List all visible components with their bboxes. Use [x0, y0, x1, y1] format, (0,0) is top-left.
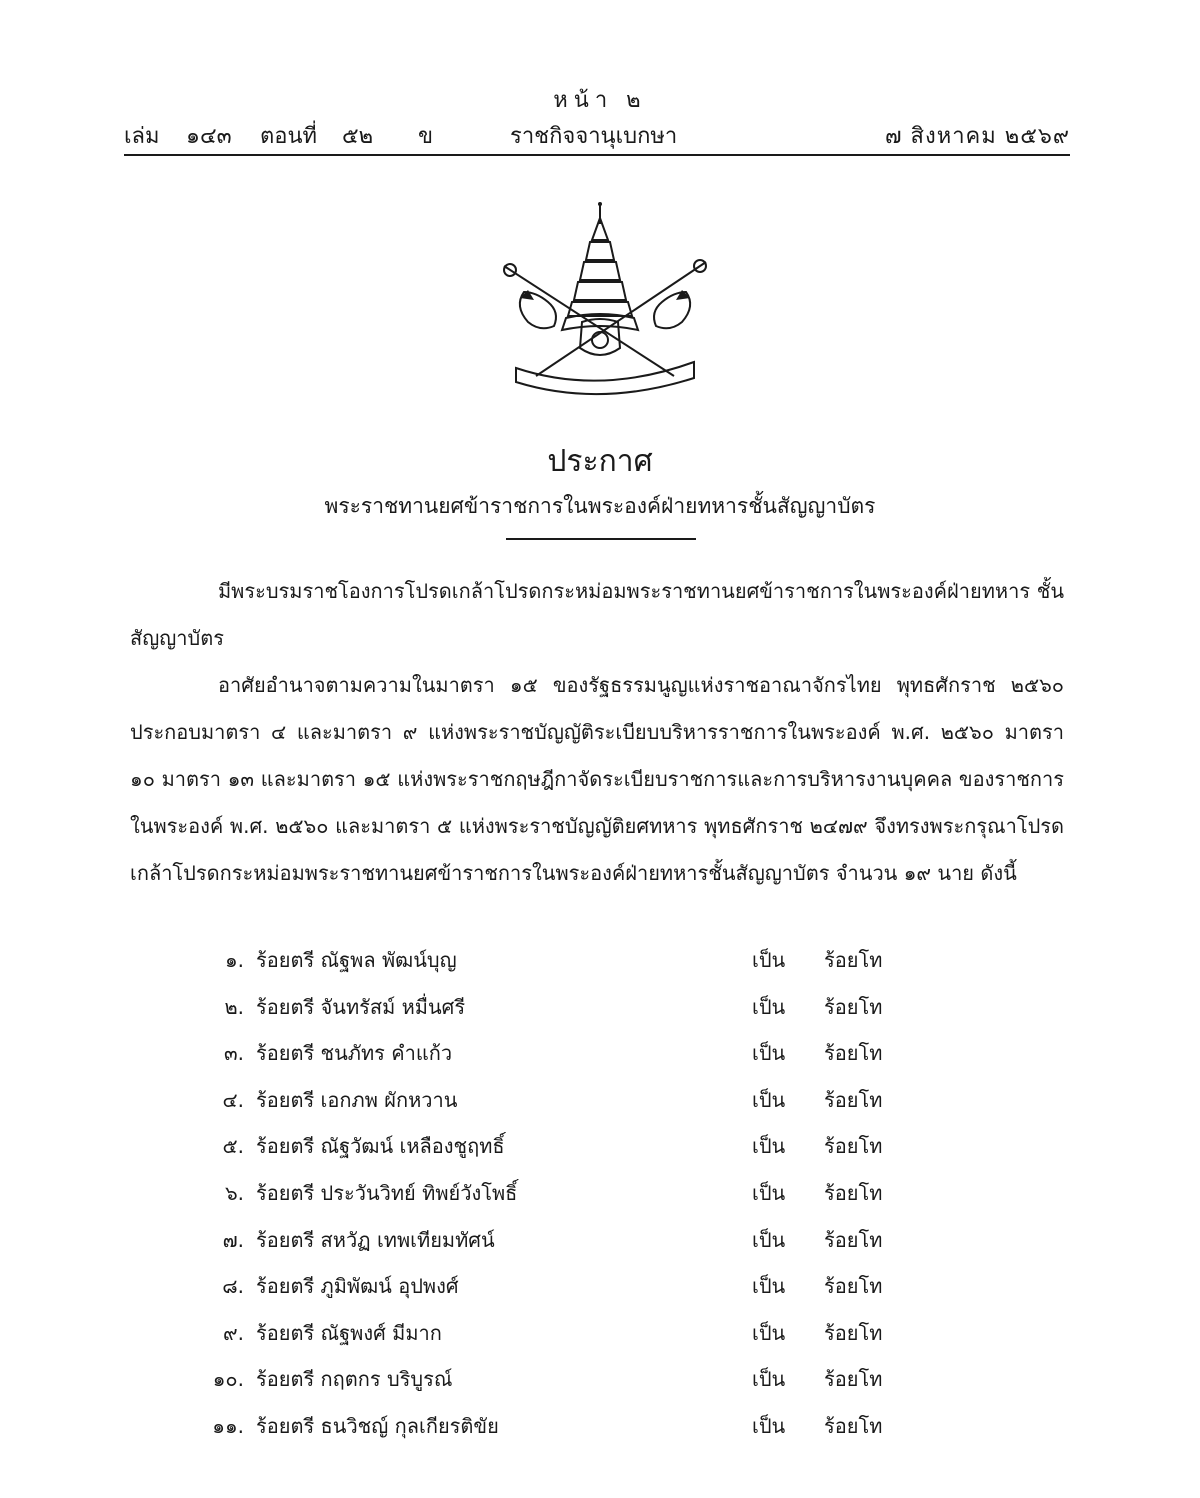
item-number: ๗. — [222, 1227, 244, 1252]
gazette-name: ราชกิจจานุเบกษา — [510, 124, 678, 149]
item-verb: เป็น — [752, 1413, 786, 1438]
volume-number: ๑๔๓ — [186, 124, 232, 149]
item-name: ร้อยตรี จันทรัสม์ หมื่นศรี — [256, 994, 466, 1019]
item-number: ๕. — [222, 1134, 244, 1159]
item-new-rank: ร้อยโท — [824, 1227, 883, 1252]
item-number: ๖. — [224, 1180, 244, 1205]
list-item — [0, 940, 1200, 987]
publication-date: ๗ สิงหาคม ๒๕๖๙ — [884, 124, 1070, 149]
item-name: ร้อยตรี ชนภัทร คำแก้ว — [256, 1041, 453, 1066]
item-number: ๓. — [223, 1041, 244, 1066]
list-item — [0, 1126, 1200, 1173]
list-item — [0, 1033, 1200, 1080]
item-verb: เป็น — [752, 994, 786, 1019]
list-item — [0, 1173, 1200, 1220]
list-item — [0, 1359, 1200, 1406]
item-number: ๑๐. — [212, 1367, 244, 1392]
list-item — [0, 1406, 1200, 1453]
paragraph-authority: อาศัยอำนาจตามความในมาตรา ๑๕ ของรัฐธรรมนูญแห่งราชอาณาจักรไทย พุทธศักราช ๒๕๖๐ ประกอบมาตรา ๔ และมาตรา ๙ แห่งพระราชบัญญัติระเบียบบริหารราชการในพระองค์ พ.ศ. ๒๕๖๐ มาตรา ๑๐ มาตรา ๑๓ และมาตรา ๑๕ แห่งพระราชกฤษฎีกาจัดระเบียบราชการและการบริหารงานบุคคล ของราชการในพระองค์ พ.ศ. ๒๕๖๐ และมาตรา ๕ แห่งพระราชบัญญัติยศทหาร พุทธศักราช ๒๔๗๙ จึงทรงพระกรุณาโปรดเกล้าโปรดกระหม่อมพระราชทานยศข้าราชการในพระองค์ฝ่ายทหารชั้นสัญญาบัตร จำนวน ๑๙ นาย ดังนี้ — [130, 673, 1064, 885]
item-name: ร้อยตรี ธนวิชญ์ กุลเกียรติขัย — [256, 1413, 499, 1438]
item-number: ๒. — [224, 994, 244, 1019]
item-new-rank: ร้อยโท — [824, 1274, 883, 1299]
section-letter: ข — [418, 124, 434, 149]
item-verb: เป็น — [752, 1041, 786, 1066]
volume-label: เล่ม — [124, 124, 160, 149]
item-verb: เป็น — [752, 1274, 786, 1299]
item-verb: เป็น — [752, 1367, 786, 1392]
item-name: ร้อยตรี กฤตกร บริบูรณ์ — [256, 1367, 453, 1392]
issue-number: ๕๒ — [342, 124, 374, 149]
item-name: ร้อยตรี ณัฐวัฒน์ เหลืองชูฤทธิ์ — [256, 1134, 505, 1159]
item-new-rank: ร้อยโท — [824, 948, 883, 972]
header-divider — [124, 154, 1070, 156]
appointment-list — [0, 940, 1200, 1453]
item-name: ร้อยตรี สหวัฏ เทพเทียมทัศน์ — [256, 1227, 495, 1252]
item-name: ร้อยตรี ภูมิพัฒน์ อุปพงศ์ — [256, 1274, 459, 1299]
item-verb: เป็น — [752, 1134, 786, 1159]
item-number: ๘. — [222, 1274, 244, 1299]
item-name: ร้อยตรี ณัฐพล พัฒน์บุญ — [256, 948, 457, 972]
item-verb: เป็น — [752, 1320, 786, 1345]
item-number: ๑๑. — [212, 1413, 244, 1438]
item-verb: เป็น — [752, 948, 786, 972]
issue-label: ตอนที่ — [260, 124, 318, 149]
item-number: ๑. — [224, 948, 244, 972]
item-verb: เป็น — [752, 1227, 786, 1252]
list-item — [0, 1080, 1200, 1127]
item-new-rank: ร้อยโท — [824, 1413, 883, 1438]
item-number: ๔. — [222, 1087, 244, 1112]
item-name: ร้อยตรี ณัฐพงศ์ มีมาก — [256, 1320, 442, 1345]
gazette-header — [124, 118, 1070, 152]
list-item — [0, 987, 1200, 1034]
item-name: ร้อยตรี เอกภพ ผักหวาน — [256, 1087, 458, 1112]
item-new-rank: ร้อยโท — [824, 1367, 883, 1392]
item-verb: เป็น — [752, 1180, 786, 1205]
list-item — [0, 1313, 1200, 1360]
title-divider — [506, 538, 696, 540]
item-new-rank: ร้อยโท — [824, 1180, 883, 1205]
item-new-rank: ร้อยโท — [824, 1134, 883, 1159]
item-new-rank: ร้อยโท — [824, 1041, 883, 1066]
item-verb: เป็น — [752, 1087, 786, 1112]
item-new-rank: ร้อยโท — [824, 994, 883, 1019]
item-new-rank: ร้อยโท — [824, 1087, 883, 1112]
item-name: ร้อยตรี ประวันวิทย์ ทิพย์วังโพธิ์ — [256, 1180, 518, 1205]
item-number: ๙. — [222, 1320, 244, 1345]
document-title: ประกาศ — [547, 444, 653, 479]
list-item — [0, 1266, 1200, 1313]
list-item — [0, 1220, 1200, 1267]
item-new-rank: ร้อยโท — [824, 1320, 883, 1345]
page-number: หน้า ๒ — [553, 88, 647, 113]
royal-emblem-icon — [496, 200, 714, 400]
paragraph-intro: มีพระบรมราชโองการโปรดเกล้าโปรดกระหม่อมพระราชทานยศข้าราชการในพระองค์ฝ่ายทหาร ชั้นสัญญาบัตร — [130, 579, 1064, 650]
document-subtitle: พระราชทานยศข้าราชการในพระองค์ฝ่ายทหารชั้นสัญญาบัตร — [324, 494, 876, 518]
